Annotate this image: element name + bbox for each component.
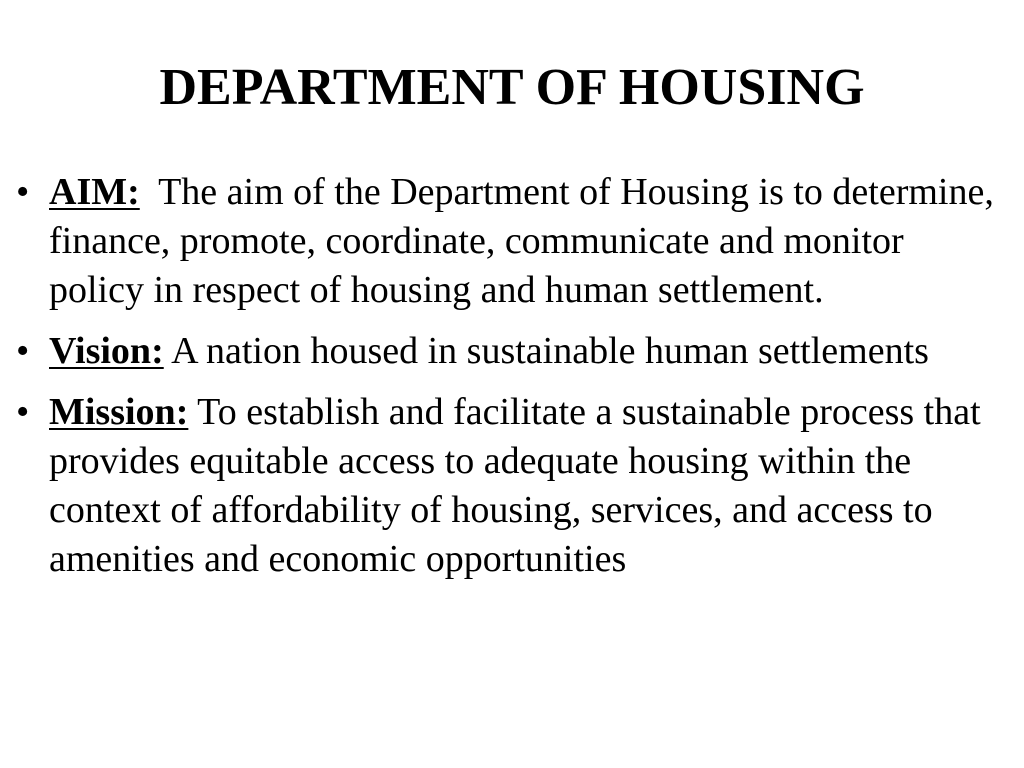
mission-label: Mission: bbox=[49, 391, 189, 433]
bullet-icon: • bbox=[16, 391, 30, 433]
bullet-icon: • bbox=[16, 330, 30, 372]
slide-title: DEPARTMENT OF HOUSING bbox=[159, 59, 865, 116]
bullet-item-vision bbox=[16, 327, 1001, 376]
vision-label: Vision: bbox=[49, 330, 164, 372]
bullet-item-aim bbox=[16, 168, 1001, 315]
aim-label: AIM: bbox=[49, 171, 140, 213]
vision-text: A nation housed in sustainable human settlements bbox=[163, 330, 929, 372]
aim-text: The aim of the Department of Housing is to determine, finance, promote, coordinate, communicate and monitor policy in respect of housing and human settlement. bbox=[49, 171, 994, 311]
mission-text: To establish and facilitate a sustainable process that provides equitable access to adequate housing within the context of affordability of housing, services, and access to amenities and economic opportunities bbox=[49, 391, 981, 580]
bullet-icon: • bbox=[16, 171, 30, 213]
bullet-list bbox=[16, 168, 1001, 596]
bullet-item-mission bbox=[16, 388, 1001, 584]
